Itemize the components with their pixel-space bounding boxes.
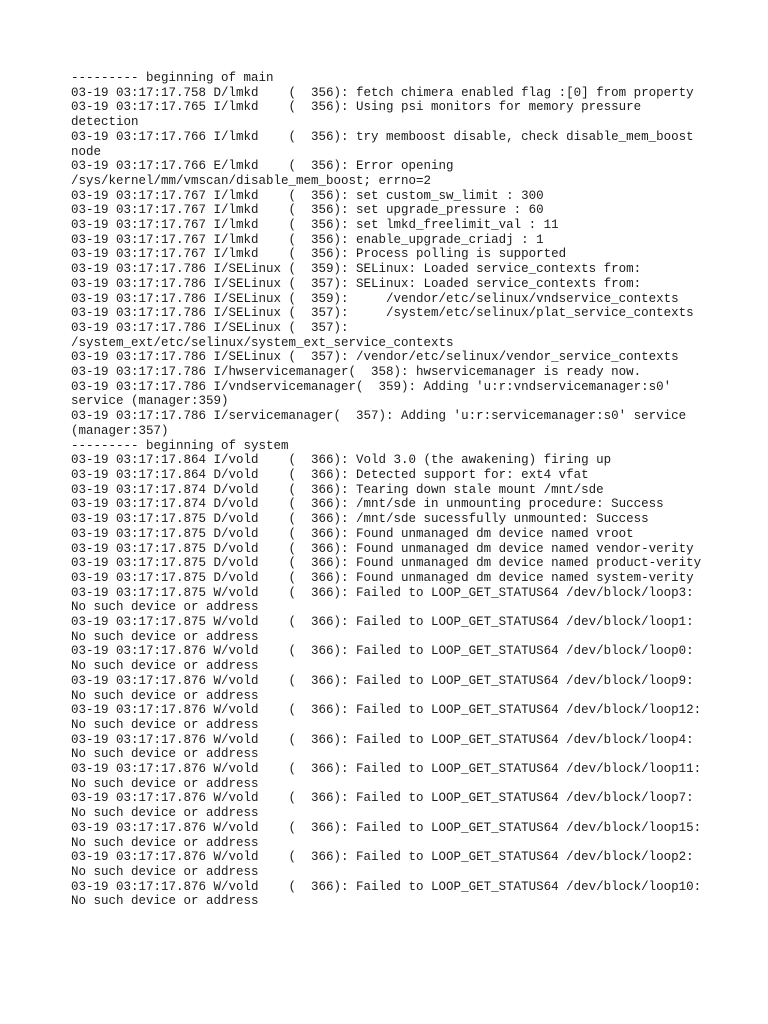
log-line: 03-19 03:17:17.876 W/vold ( 366): Failed to LOOP_GET_STATUS64 /dev/block/loop12: No such device or address: [71, 703, 709, 732]
log-document: [71, 71, 711, 909]
log-line: --------- beginning of main: [71, 71, 274, 85]
log-line: 03-19 03:17:17.874 D/vold ( 366): /mnt/sde in unmounting procedure: Success: [71, 497, 664, 512]
log-line: 03-19 03:17:17.874 D/vold ( 366): Tearing down stale mount /mnt/sde: [71, 482, 604, 497]
log-line: 03-19 03:17:17.767 I/lmkd ( 356): set custom_sw_limit : 300: [71, 188, 544, 203]
log-line: 03-19 03:17:17.875 W/vold ( 366): Failed to LOOP_GET_STATUS64 /dev/block/loop1: No such device or address: [71, 615, 702, 644]
log-line: 03-19 03:17:17.875 D/vold ( 366): Found unmanaged dm device named system-verity: [71, 570, 694, 585]
log-line: 03-19 03:17:17.876 W/vold ( 366): Failed to LOOP_GET_STATUS64 /dev/block/loop2: No such device or address: [71, 850, 702, 879]
log-line: 03-19 03:17:17.766 E/lmkd ( 356): Error opening /sys/kernel/mm/vmscan/disable_mem_boost; errno=2: [71, 159, 462, 188]
log-line: 03-19 03:17:17.767 I/lmkd ( 356): set upgrade_pressure : 60: [71, 203, 544, 218]
log-line: 03-19 03:17:17.767 I/lmkd ( 356): Process polling is supported: [71, 247, 567, 262]
log-line: 03-19 03:17:17.786 I/servicemanager( 357): Adding 'u:r:servicemanager:s0' service (manager:357): [71, 409, 694, 438]
log-line: 03-19 03:17:17.875 W/vold ( 366): Failed to LOOP_GET_STATUS64 /dev/block/loop3: No such device or address: [71, 585, 702, 615]
log-line: 03-19 03:17:17.786 I/SELinux ( 357): SELinux: Loaded service_contexts from:: [71, 276, 642, 291]
log-line: 03-19 03:17:17.875 D/vold ( 366): /mnt/sde sucessfully unmounted: Success: [71, 512, 649, 527]
log-line: 03-19 03:17:17.766 I/lmkd ( 356): try memboost disable, check disable_mem_boost node: [71, 129, 702, 159]
log-line: 03-19 03:17:17.876 W/vold ( 366): Failed to LOOP_GET_STATUS64 /dev/block/loop11: No such device or address: [71, 762, 709, 791]
log-line: 03-19 03:17:17.875 D/vold ( 366): Found unmanaged dm device named vendor-verity: [71, 541, 694, 556]
log-line: 03-19 03:17:17.786 I/SELinux ( 359): /vendor/etc/selinux/vndservice_contexts: [71, 291, 679, 306]
log-line: 03-19 03:17:17.864 D/vold ( 366): Detected support for: ext4 vfat: [71, 467, 589, 482]
log-line: 03-19 03:17:17.876 W/vold ( 366): Failed to LOOP_GET_STATUS64 /dev/block/loop7: No such device or address: [71, 791, 702, 821]
log-line: 03-19 03:17:17.758 D/lmkd ( 356): fetch chimera enabled flag :[0] from property: [71, 85, 694, 100]
log-line: 03-19 03:17:17.876 W/vold ( 366): Failed to LOOP_GET_STATUS64 /dev/block/loop15: No such device or address: [71, 820, 709, 850]
log-line: 03-19 03:17:17.786 I/SELinux ( 357): /system/etc/selinux/plat_service_contexts: [71, 306, 694, 321]
log-line: 03-19 03:17:17.767 I/lmkd ( 356): enable_upgrade_criadj : 1: [71, 232, 544, 247]
log-line: 03-19 03:17:17.864 I/vold ( 366): Vold 3.0 (the awakening) firing up: [71, 453, 612, 468]
log-line: 03-19 03:17:17.876 W/vold ( 366): Failed to LOOP_GET_STATUS64 /dev/block/loop0: No such device or address: [71, 644, 702, 674]
log-line: 03-19 03:17:17.765 I/lmkd ( 356): Using psi monitors for memory pressure detection: [71, 100, 649, 130]
log-line: 03-19 03:17:17.786 I/hwservicemanager( 358): hwservicemanager is ready now.: [71, 365, 642, 380]
log-line: --------- beginning of system: [71, 438, 289, 453]
log-line: 03-19 03:17:17.876 W/vold ( 366): Failed to LOOP_GET_STATUS64 /dev/block/loop4: No such device or address: [71, 732, 702, 762]
log-line: 03-19 03:17:17.786 I/SELinux ( 357): /system_ext/etc/selinux/system_ext_service_contexts: [71, 320, 454, 350]
log-line: 03-19 03:17:17.786 I/vndservicemanager( 359): Adding 'u:r:vndservicemanager:s0' service (manager:359): [71, 379, 679, 409]
log-line: 03-19 03:17:17.875 D/vold ( 366): Found unmanaged dm device named product-verity: [71, 556, 702, 571]
log-line: 03-19 03:17:17.767 I/lmkd ( 356): set lmkd_freelimit_val : 11: [71, 218, 559, 233]
log-line: 03-19 03:17:17.786 I/SELinux ( 359): SELinux: Loaded service_contexts from:: [71, 262, 642, 277]
log-line: 03-19 03:17:17.876 W/vold ( 366): Failed to LOOP_GET_STATUS64 /dev/block/loop9: No such device or address: [71, 673, 702, 703]
log-line: 03-19 03:17:17.786 I/SELinux ( 357): /vendor/etc/selinux/vendor_service_contexts: [71, 350, 679, 365]
log-line: 03-19 03:17:17.875 D/vold ( 366): Found unmanaged dm device named vroot: [71, 526, 634, 541]
log-line: 03-19 03:17:17.876 W/vold ( 366): Failed to LOOP_GET_STATUS64 /dev/block/loop10: No such device or address: [71, 879, 709, 909]
